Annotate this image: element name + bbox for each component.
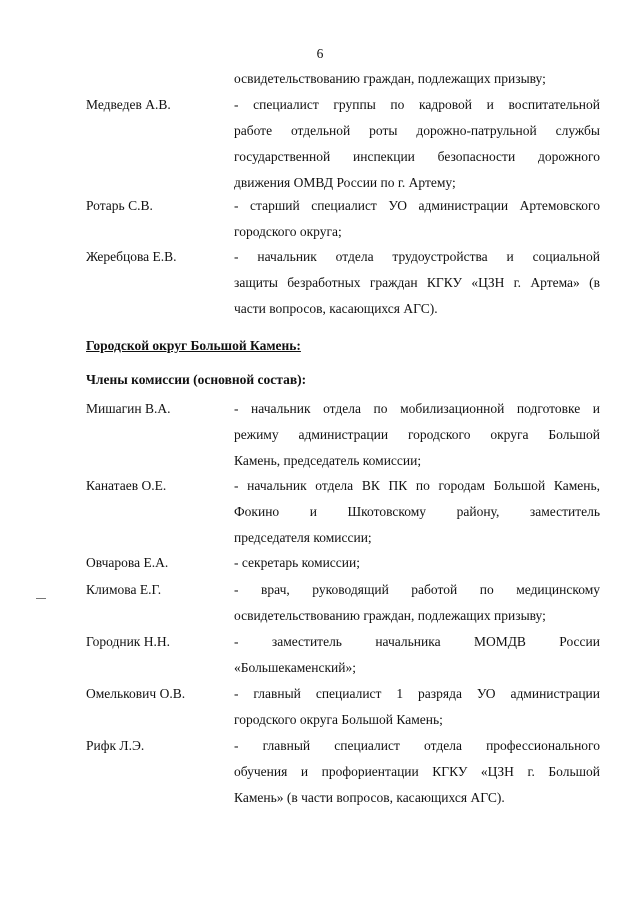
description-line: работе отдельной роты дорожно-патрульной службы bbox=[234, 123, 600, 138]
member-description bbox=[234, 193, 600, 245]
description-line: председателя комиссии; bbox=[234, 530, 372, 545]
description-line: - заместитель начальника МОМДВ России bbox=[234, 634, 600, 649]
description-line: движения ОМВД России по г. Артему; bbox=[234, 175, 456, 190]
member-description bbox=[234, 577, 600, 629]
description-line: режиму администрации городского округа Большой bbox=[234, 427, 600, 442]
description-line: Фокино и Шкотовскому району, заместитель bbox=[234, 504, 600, 519]
description-line: - секретарь комиссии; bbox=[234, 555, 360, 570]
member-description bbox=[234, 550, 600, 576]
member-description bbox=[234, 733, 600, 811]
member-name: Городник Н.Н. bbox=[86, 634, 170, 649]
members-heading: Члены комиссии (основной состав): bbox=[86, 372, 307, 387]
description-line: защиты безработных граждан КГКУ «ЦЗН г. Артема» (в bbox=[234, 275, 600, 290]
description-line: Камень, председатель комиссии; bbox=[234, 453, 422, 468]
member-name: Ротарь С.В. bbox=[86, 198, 153, 213]
margin-mark bbox=[36, 598, 46, 599]
continuation-line: освидетельствованию граждан, подлежащих призыву; bbox=[234, 71, 546, 86]
member-name: Климова Е.Г. bbox=[86, 582, 162, 597]
member-name: Медведев А.В. bbox=[86, 97, 171, 112]
description-line: - начальник отдела трудоустройства и социальной bbox=[234, 249, 600, 264]
member-description bbox=[234, 681, 600, 733]
member-description bbox=[234, 396, 600, 474]
member-name: Мишагин В.А. bbox=[86, 401, 171, 416]
member-name: Омелькович О.В. bbox=[86, 686, 186, 701]
description-line: государственной инспекции безопасности дорожного bbox=[234, 149, 600, 164]
description-line: городского округа Большой Камень; bbox=[234, 712, 443, 727]
description-line: - врач, руководящий работой по медицинскому bbox=[234, 582, 600, 597]
description-line: - специалист группы по кадровой и воспитательной bbox=[234, 97, 600, 112]
page-number: 6 bbox=[316, 46, 324, 61]
member-description bbox=[234, 629, 600, 681]
description-line: - главный специалист 1 разряда УО администрации bbox=[234, 686, 600, 701]
description-line: Камень» (в части вопросов, касающихся АГС). bbox=[234, 790, 505, 805]
section-heading: Городской округ Большой Камень: bbox=[86, 338, 301, 353]
member-name: Рифк Л.Э. bbox=[86, 738, 145, 753]
description-line: части вопросов, касающихся АГС). bbox=[234, 301, 438, 316]
description-line: - старший специалист УО администрации Артемовского bbox=[234, 198, 600, 213]
description-line: - начальник отдела по мобилизационной подготовке и bbox=[234, 401, 600, 416]
member-name: Канатаев О.Е. bbox=[86, 478, 167, 493]
member-description bbox=[234, 473, 600, 551]
description-line: городского округа; bbox=[234, 224, 342, 239]
description-line: «Большекаменский»; bbox=[234, 660, 356, 675]
description-line: обучения и профориентации КГКУ «ЦЗН г. Большой bbox=[234, 764, 600, 779]
description-line: - главный специалист отдела профессионального bbox=[234, 738, 600, 753]
description-line: - начальник отдела ВК ПК по городам Большой Камень, bbox=[234, 478, 600, 493]
description-line: освидетельствованию граждан, подлежащих призыву; bbox=[234, 608, 546, 623]
member-description bbox=[234, 244, 600, 322]
member-name: Овчарова Е.А. bbox=[86, 555, 169, 570]
member-name: Жеребцова Е.В. bbox=[86, 249, 177, 264]
member-description bbox=[234, 92, 600, 196]
